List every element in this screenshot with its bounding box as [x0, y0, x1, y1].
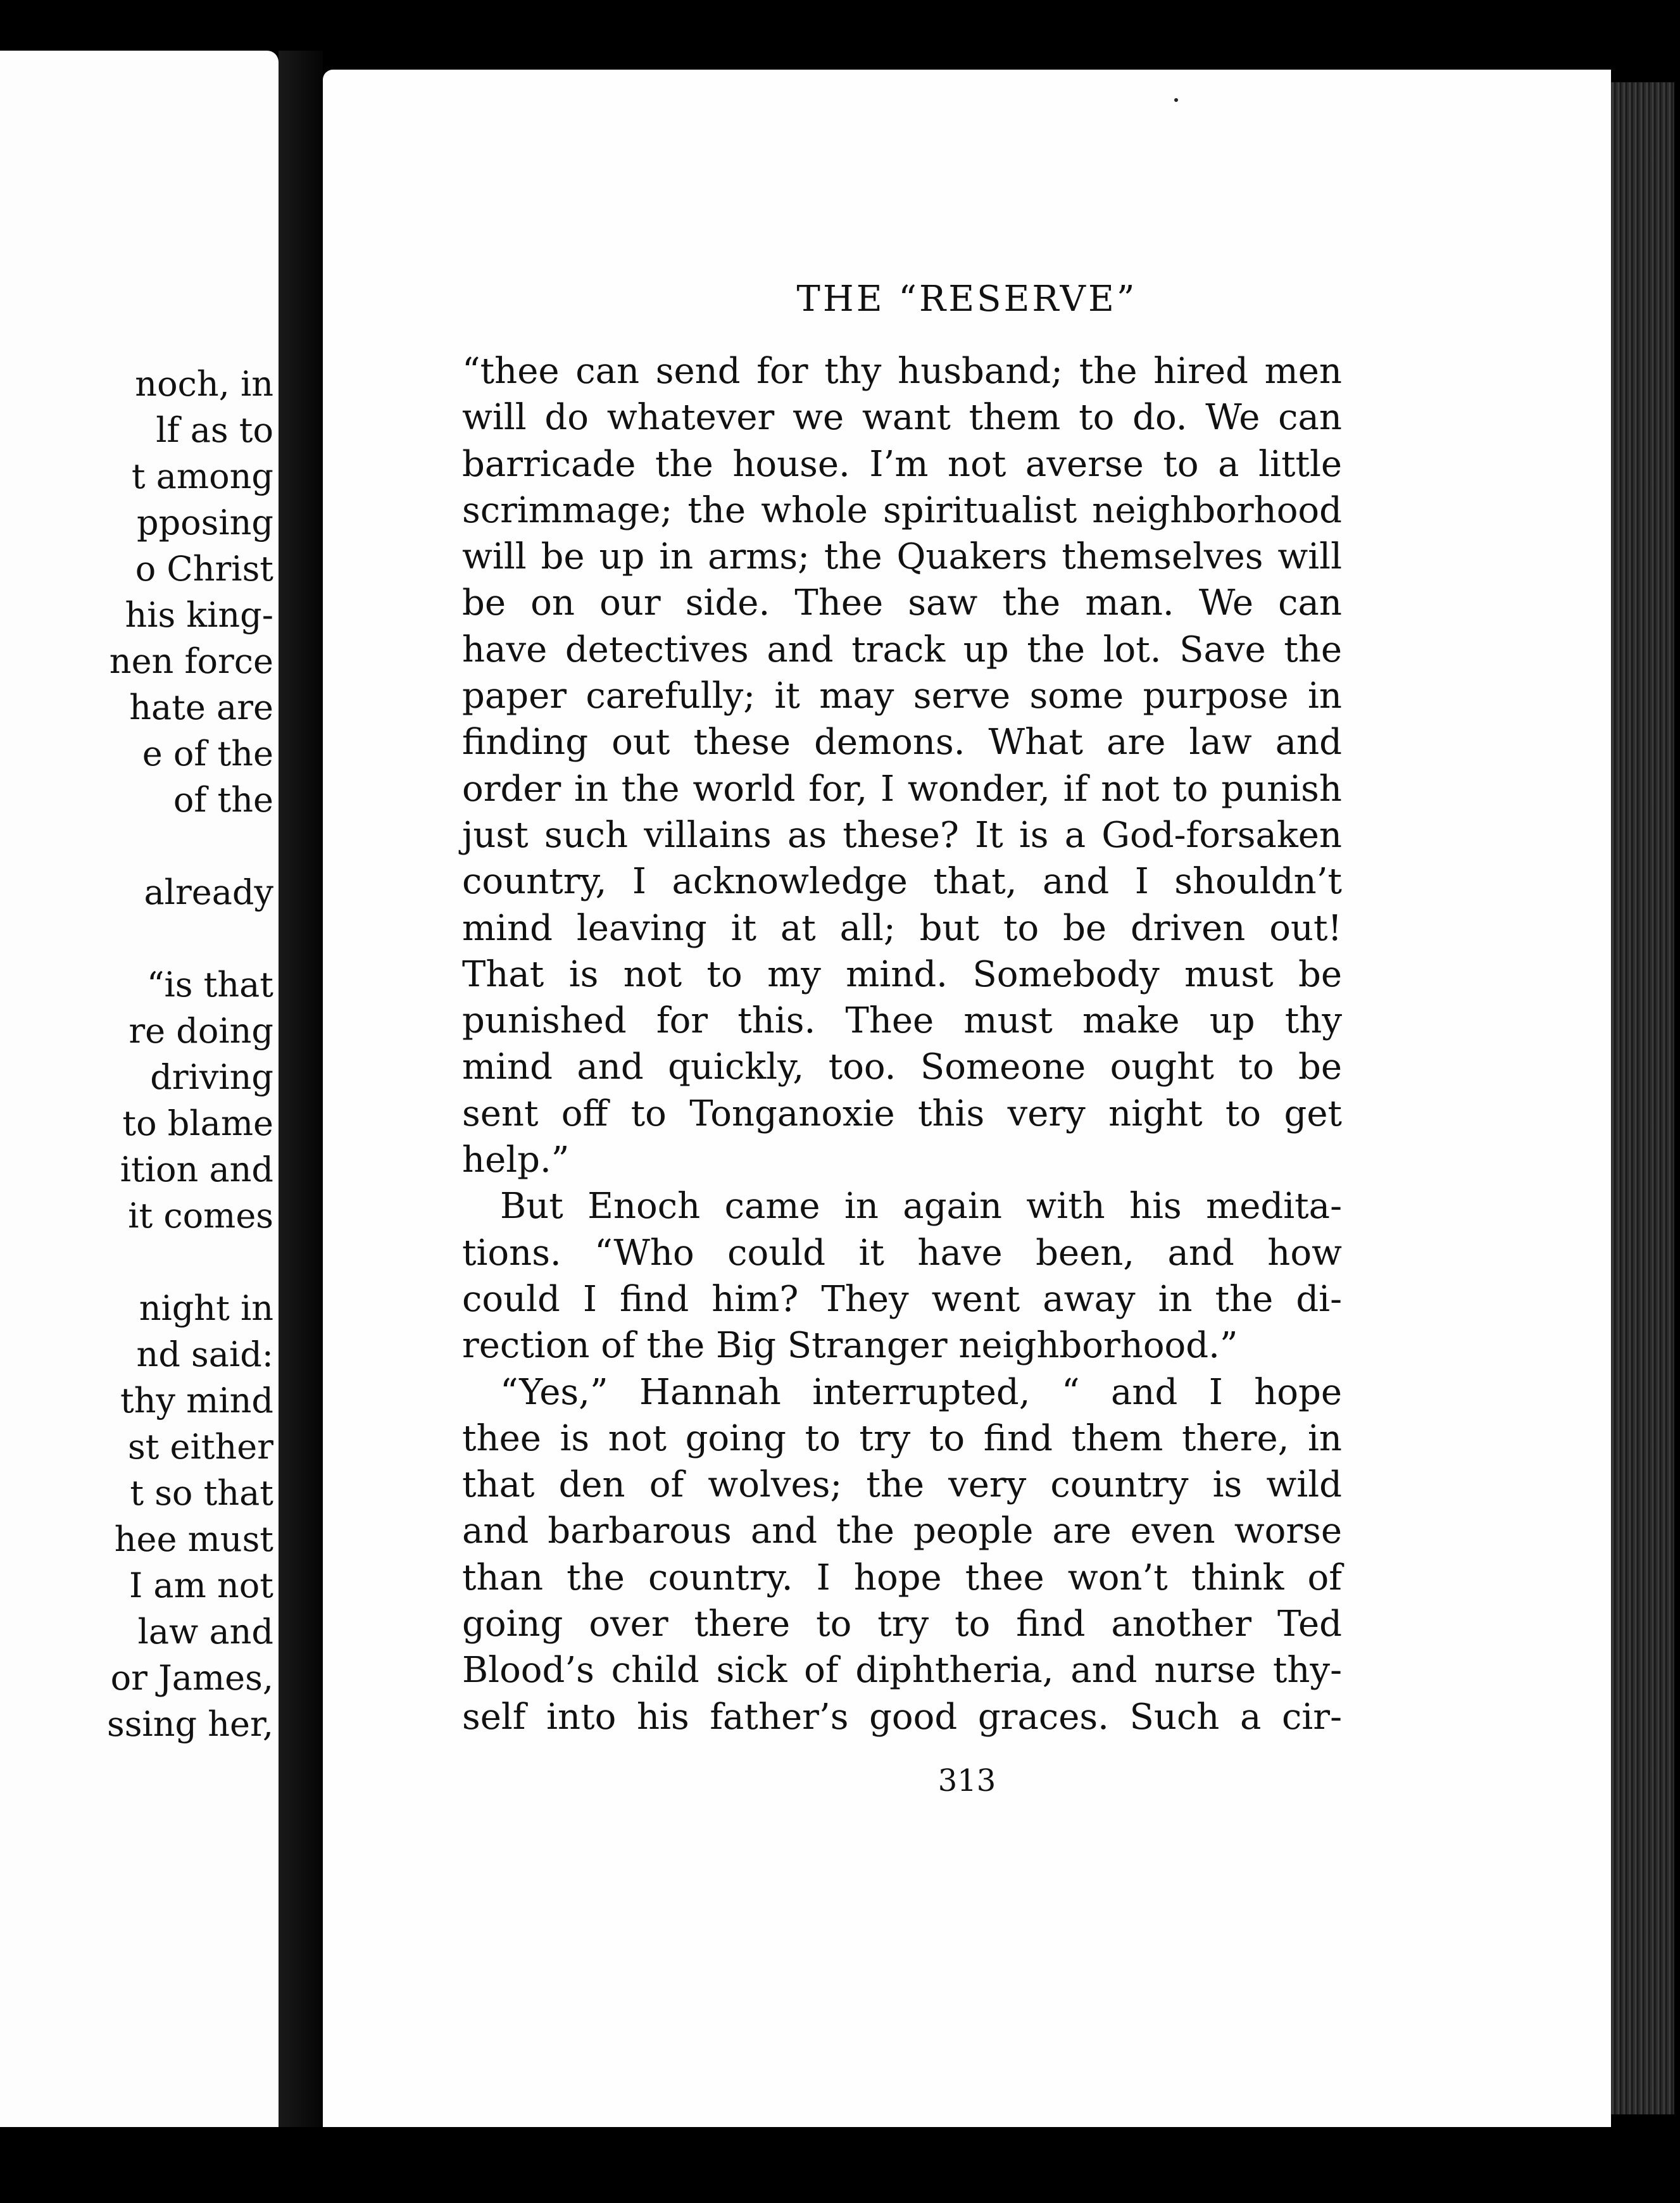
text-line: just such villains as these? It is a God-forsaken — [462, 814, 1342, 856]
previous-page-line — [0, 1239, 273, 1285]
text-line: paper carefully; it may serve some purpose in — [462, 675, 1342, 717]
text-line: finding out these demons. What are law and — [462, 722, 1342, 763]
text-line: help.” — [462, 1139, 570, 1181]
running-head: THE “RESERVE” — [796, 279, 1138, 320]
text-line: will do whatever we want them to do. We can — [462, 397, 1342, 439]
previous-page-text — [0, 361, 273, 1747]
previous-page-line: o Christ — [135, 549, 273, 589]
text-line: Blood’s child sick of diphtheria, and nurse thy- — [462, 1650, 1342, 1691]
text-line: thee is not going to try to find them there, in — [462, 1417, 1342, 1459]
text-line: But Enoch came in again with his medita- — [500, 1186, 1342, 1227]
text-line: mind leaving it at all; but to be driven out! — [462, 907, 1342, 949]
previous-page-line: to blame — [122, 1103, 273, 1143]
text-line: “Yes,” Hannah interrupted, “ and I hope — [500, 1371, 1342, 1413]
text-line: will be up in arms; the Quakers themselves will — [462, 536, 1342, 578]
previous-page-line: t so that — [130, 1473, 273, 1513]
previous-page-line: hate are — [129, 687, 273, 727]
previous-page-line: pposing — [137, 503, 273, 543]
text-line: mind and quickly, too. Someone ought to be — [462, 1046, 1342, 1088]
page-speck — [1174, 98, 1178, 102]
text-line: that den of wolves; the very country is wild — [462, 1464, 1342, 1506]
previous-page-line: night in — [139, 1288, 273, 1328]
previous-page-line: hee must — [114, 1519, 273, 1559]
previous-page-line: it comes — [128, 1196, 273, 1236]
book-gutter — [279, 51, 323, 2127]
previous-page-line: t among — [131, 456, 273, 496]
text-line: going over there to try to find another Ted — [462, 1604, 1342, 1645]
previous-page-line: e of the — [142, 734, 273, 774]
text-line: country, I acknowledge that, and I shouldn’t — [462, 861, 1342, 903]
previous-page-line: already — [144, 872, 273, 912]
body-text — [462, 348, 1342, 1740]
previous-page-line: driving — [150, 1057, 273, 1097]
previous-page-line: or James, — [110, 1658, 273, 1698]
current-page — [323, 70, 1611, 2127]
text-line: That is not to my mind. Somebody must be — [462, 953, 1342, 995]
text-line: rection of the Big Stranger neighborhood.” — [462, 1325, 1238, 1367]
text-line: have detectives and track up the lot. Save the — [462, 629, 1342, 670]
previous-page-line — [0, 823, 273, 869]
previous-page-line: re doing — [129, 1011, 273, 1051]
previous-page-line: his king- — [125, 595, 273, 635]
text-line: than the country. I hope thee won’t think of — [462, 1557, 1342, 1598]
text-line: self into his father’s good graces. Such a cir- — [462, 1696, 1342, 1738]
page-number: 313 — [937, 1763, 996, 1798]
previous-page-line: lf as to — [156, 410, 273, 450]
text-line: sent off to Tonganoxie this very night to get — [462, 1093, 1342, 1134]
previous-page-line: ition and — [120, 1150, 273, 1189]
text-line: barricade the house. I’m not averse to a little — [462, 443, 1342, 485]
text-line: punished for this. Thee must make up thy — [462, 1000, 1342, 1042]
previous-page-line: ssing her, — [107, 1704, 273, 1744]
previous-page-line — [0, 915, 273, 962]
text-line: and barbarous and the people are even worse — [462, 1510, 1342, 1552]
previous-page-line: thy mind — [120, 1381, 273, 1421]
previous-page-line: st either — [127, 1427, 273, 1467]
previous-page-line: nen force — [109, 641, 273, 681]
previous-page-line: noch, in — [135, 364, 273, 404]
text-line: scrimmage; the whole spiritualist neighborhood — [462, 489, 1342, 531]
text-line: order in the world for, I wonder, if not to punish — [462, 768, 1342, 810]
previous-page-line: law and — [137, 1612, 273, 1652]
text-line: tions. “Who could it have been, and how — [462, 1232, 1342, 1274]
page-edges — [1611, 82, 1674, 2114]
previous-page-line: “is that — [146, 965, 273, 1005]
text-line: “thee can send for thy husband; the hired men — [462, 351, 1342, 392]
text-line: be on our side. Thee saw the man. We can — [462, 582, 1342, 624]
previous-page-line: I am not — [129, 1566, 273, 1605]
previous-page-line: nd said: — [136, 1334, 273, 1374]
previous-page — [0, 51, 279, 2127]
previous-page-line: of the — [173, 780, 273, 820]
text-line: could I find him? They went away in the di- — [462, 1278, 1342, 1320]
